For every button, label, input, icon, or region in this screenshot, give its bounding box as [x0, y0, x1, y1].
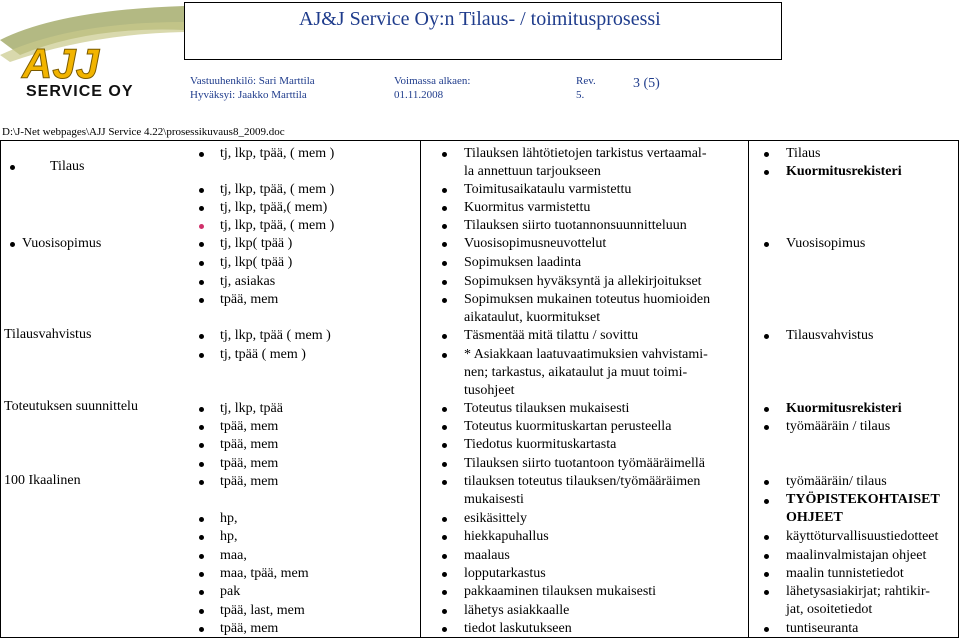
doc-bullet	[764, 425, 769, 430]
doc-bullet	[764, 535, 769, 540]
doc-item: tuntiseuranta	[786, 621, 859, 636]
role-bullet	[199, 627, 204, 632]
role-bullet	[199, 462, 204, 467]
phase-bullet	[10, 165, 15, 170]
task-item: * Asiakkaan laatuvaatimuksien vahvistami-	[464, 347, 708, 362]
document-title: AJ&J Service Oy:n Tilaus- / toimitusprosessi	[299, 8, 661, 30]
task-item: tiedot laskutukseen	[464, 621, 572, 636]
task-item: hiekkapuhallus	[464, 529, 549, 544]
task-bullet	[442, 224, 447, 229]
file-path: D:\J-Net webpages\AJJ Service 4.22\prosessikuvaus8_2009.doc	[2, 126, 285, 138]
doc-bullet	[764, 627, 769, 632]
task-item: Tilauksen siirto tuotantoon työmääräimellä	[464, 456, 705, 471]
task-item: Tilauksen lähtötietojen tarkistus vertaamal-	[464, 146, 707, 161]
role-bullet	[199, 517, 204, 522]
valid-from-label: Voimassa alkaen:	[394, 75, 471, 87]
svg-text:AJJ: AJJ	[22, 40, 100, 87]
role-bullet	[199, 480, 204, 485]
doc-bullet	[764, 334, 769, 339]
task-bullet	[442, 242, 447, 247]
task-item: tilauksen toteutus tilauksen/työmääräimen	[464, 474, 701, 489]
role-bullet	[199, 554, 204, 559]
role-item: tpää, mem	[220, 621, 279, 636]
task-bullet	[442, 425, 447, 430]
role-bullet	[199, 242, 204, 247]
doc-item: työmääräin / tilaus	[786, 419, 891, 434]
task-item: Sopimuksen hyväksyntä ja allekirjoitukset	[464, 274, 702, 289]
doc-item: käyttöturvallisuustiedotteet	[786, 529, 939, 544]
phase-tilausvahvistus: Tilausvahvistus	[4, 327, 92, 342]
role-item: maa,	[220, 548, 247, 563]
doc-item: Tilausvahvistus	[786, 328, 874, 343]
task-bullet	[442, 280, 447, 285]
doc-item: lähetysasiakirjat; rahtikir-	[786, 584, 930, 599]
valid-from-date: 01.11.2008	[394, 89, 444, 101]
role-item: tpää, mem	[220, 456, 279, 471]
doc-bullet	[764, 407, 769, 412]
task-item: Tilauksen siirto tuotannonsuunnitteluun	[464, 218, 687, 233]
task-bullet	[442, 261, 447, 266]
task-bullet	[442, 609, 447, 614]
role-item: tpää, mem	[220, 292, 279, 307]
responsible-person: Vastuuhenkilö: Sari Marttila	[190, 75, 315, 87]
doc-bullet	[764, 170, 769, 175]
task-item: pakkaaminen tilauksen mukaisesti	[464, 584, 657, 599]
task-item-cont: la annettuun tarjoukseen	[464, 164, 601, 179]
phase-bullet	[10, 242, 15, 247]
phase-vuosisopimus: Vuosisopimus	[22, 236, 102, 251]
task-bullet	[442, 462, 447, 467]
task-bullet	[442, 206, 447, 211]
task-item: esikäsittely	[464, 511, 527, 526]
task-item: Täsmentää mitä tilattu / sovittu	[464, 328, 639, 343]
role-item: tj, asiakas	[220, 274, 276, 289]
task-bullet	[442, 353, 447, 358]
role-item: tpää, mem	[220, 474, 279, 489]
task-item: Tiedotus kuormituskartasta	[464, 437, 617, 452]
role-bullet	[199, 609, 204, 614]
role-item: tj, lkp, tpää, ( mem )	[220, 182, 335, 197]
role-item: maa, tpää, mem	[220, 566, 309, 581]
role-item: hp,	[220, 511, 238, 526]
phase-tilaus: Tilaus	[50, 159, 85, 174]
task-item: Toimitusaikataulu varmistettu	[464, 182, 632, 197]
role-bullet	[199, 443, 204, 448]
doc-item: TYÖPISTEKOHTAISET	[786, 492, 940, 507]
task-bullet	[442, 443, 447, 448]
role-item: tj, lkp( tpää )	[220, 255, 293, 270]
doc-item-cont: OHJEET	[786, 510, 843, 525]
column-divider-2	[748, 140, 749, 638]
role-item: tj, lkp, tpää, ( mem )	[220, 218, 335, 233]
doc-bullet	[764, 590, 769, 595]
role-item: tj, lkp, tpää ( mem )	[220, 328, 331, 343]
task-bullet	[442, 188, 447, 193]
role-item: tj, lkp, tpää	[220, 401, 283, 416]
role-bullet	[199, 280, 204, 285]
task-item-cont: tusohjeet	[464, 383, 515, 398]
role-bullet	[199, 206, 204, 211]
role-bullet	[199, 407, 204, 412]
column-divider-1	[420, 140, 421, 638]
role-bullet	[199, 334, 204, 339]
task-item-cont: mukaisesti	[464, 492, 524, 507]
task-bullet	[442, 627, 447, 632]
role-item: tpää, mem	[220, 437, 279, 452]
role-bullet	[199, 535, 204, 540]
task-bullet	[442, 152, 447, 157]
task-bullet	[442, 554, 447, 559]
table-left-border	[0, 140, 1, 638]
task-item: maalaus	[464, 548, 510, 563]
task-item: lähetys asiakkaalle	[464, 603, 570, 618]
doc-bullet	[764, 554, 769, 559]
role-item: tj, lkp, tpää,( mem)	[220, 200, 328, 215]
role-item: tpää, mem	[220, 419, 279, 434]
doc-bullet	[764, 242, 769, 247]
role-item: hp,	[220, 529, 238, 544]
doc-item: Vuosisopimus	[786, 236, 866, 251]
role-bullet	[199, 152, 204, 157]
doc-item: Kuormitusrekisteri	[786, 164, 902, 179]
revision-value: 5.	[576, 89, 585, 101]
doc-item: maalinvalmistajan ohjeet	[786, 548, 927, 563]
doc-item: maalin tunnistetiedot	[786, 566, 904, 581]
revision-label: Rev.	[576, 75, 596, 87]
table-top-border	[0, 140, 959, 141]
doc-bullet	[764, 480, 769, 485]
task-bullet	[442, 334, 447, 339]
role-bullet	[199, 224, 204, 229]
phase-ikaalinen: 100 Ikaalinen	[4, 473, 81, 488]
doc-item: työmääräin/ tilaus	[786, 474, 887, 489]
svg-text:SERVICE OY: SERVICE OY	[26, 83, 134, 100]
doc-bullet	[764, 572, 769, 577]
role-item: tj, lkp, tpää, ( mem )	[220, 146, 335, 161]
task-item-cont: aikataulut, kuormitukset	[464, 310, 601, 325]
task-bullet	[442, 517, 447, 522]
task-item: Vuosisopimusneuvottelut	[464, 236, 607, 251]
role-item: tpää, last, mem	[220, 603, 305, 618]
approver: Hyväksyi: Jaakko Marttila	[190, 89, 307, 101]
page-number: 3 (5)	[633, 76, 660, 91]
task-item: Toteutus tilauksen mukaisesti	[464, 401, 630, 416]
role-bullet	[199, 425, 204, 430]
task-bullet	[442, 535, 447, 540]
role-item: tj, tpää ( mem )	[220, 347, 306, 362]
doc-item-cont: jat, osoitetiedot	[786, 602, 873, 617]
role-item: pak	[220, 584, 241, 599]
task-item: Toteutus kuormituskartan perusteella	[464, 419, 672, 434]
phase-toteutuksen-suunnittelu: Toteutuksen suunnittelu	[4, 399, 138, 414]
company-logo	[0, 0, 184, 100]
role-bullet	[199, 298, 204, 303]
role-bullet	[199, 572, 204, 577]
task-bullet	[442, 407, 447, 412]
doc-bullet	[764, 499, 769, 504]
role-bullet	[199, 353, 204, 358]
task-bullet	[442, 572, 447, 577]
role-item: tj, lkp( tpää )	[220, 236, 293, 251]
doc-item: Kuormitusrekisteri	[786, 401, 902, 416]
task-item: lopputarkastus	[464, 566, 546, 581]
role-bullet	[199, 261, 204, 266]
task-bullet	[442, 590, 447, 595]
task-bullet	[442, 298, 447, 303]
doc-bullet	[764, 152, 769, 157]
task-item-cont: nen; tarkastus, aikataulut ja muut toimi-	[464, 365, 688, 380]
doc-item: Tilaus	[786, 146, 821, 161]
role-bullet	[199, 188, 204, 193]
task-item: Sopimuksen laadinta	[464, 255, 582, 270]
role-bullet	[199, 590, 204, 595]
task-bullet	[442, 480, 447, 485]
task-item: Sopimuksen mukainen toteutus huomioiden	[464, 292, 711, 307]
task-item: Kuormitus varmistettu	[464, 200, 591, 215]
